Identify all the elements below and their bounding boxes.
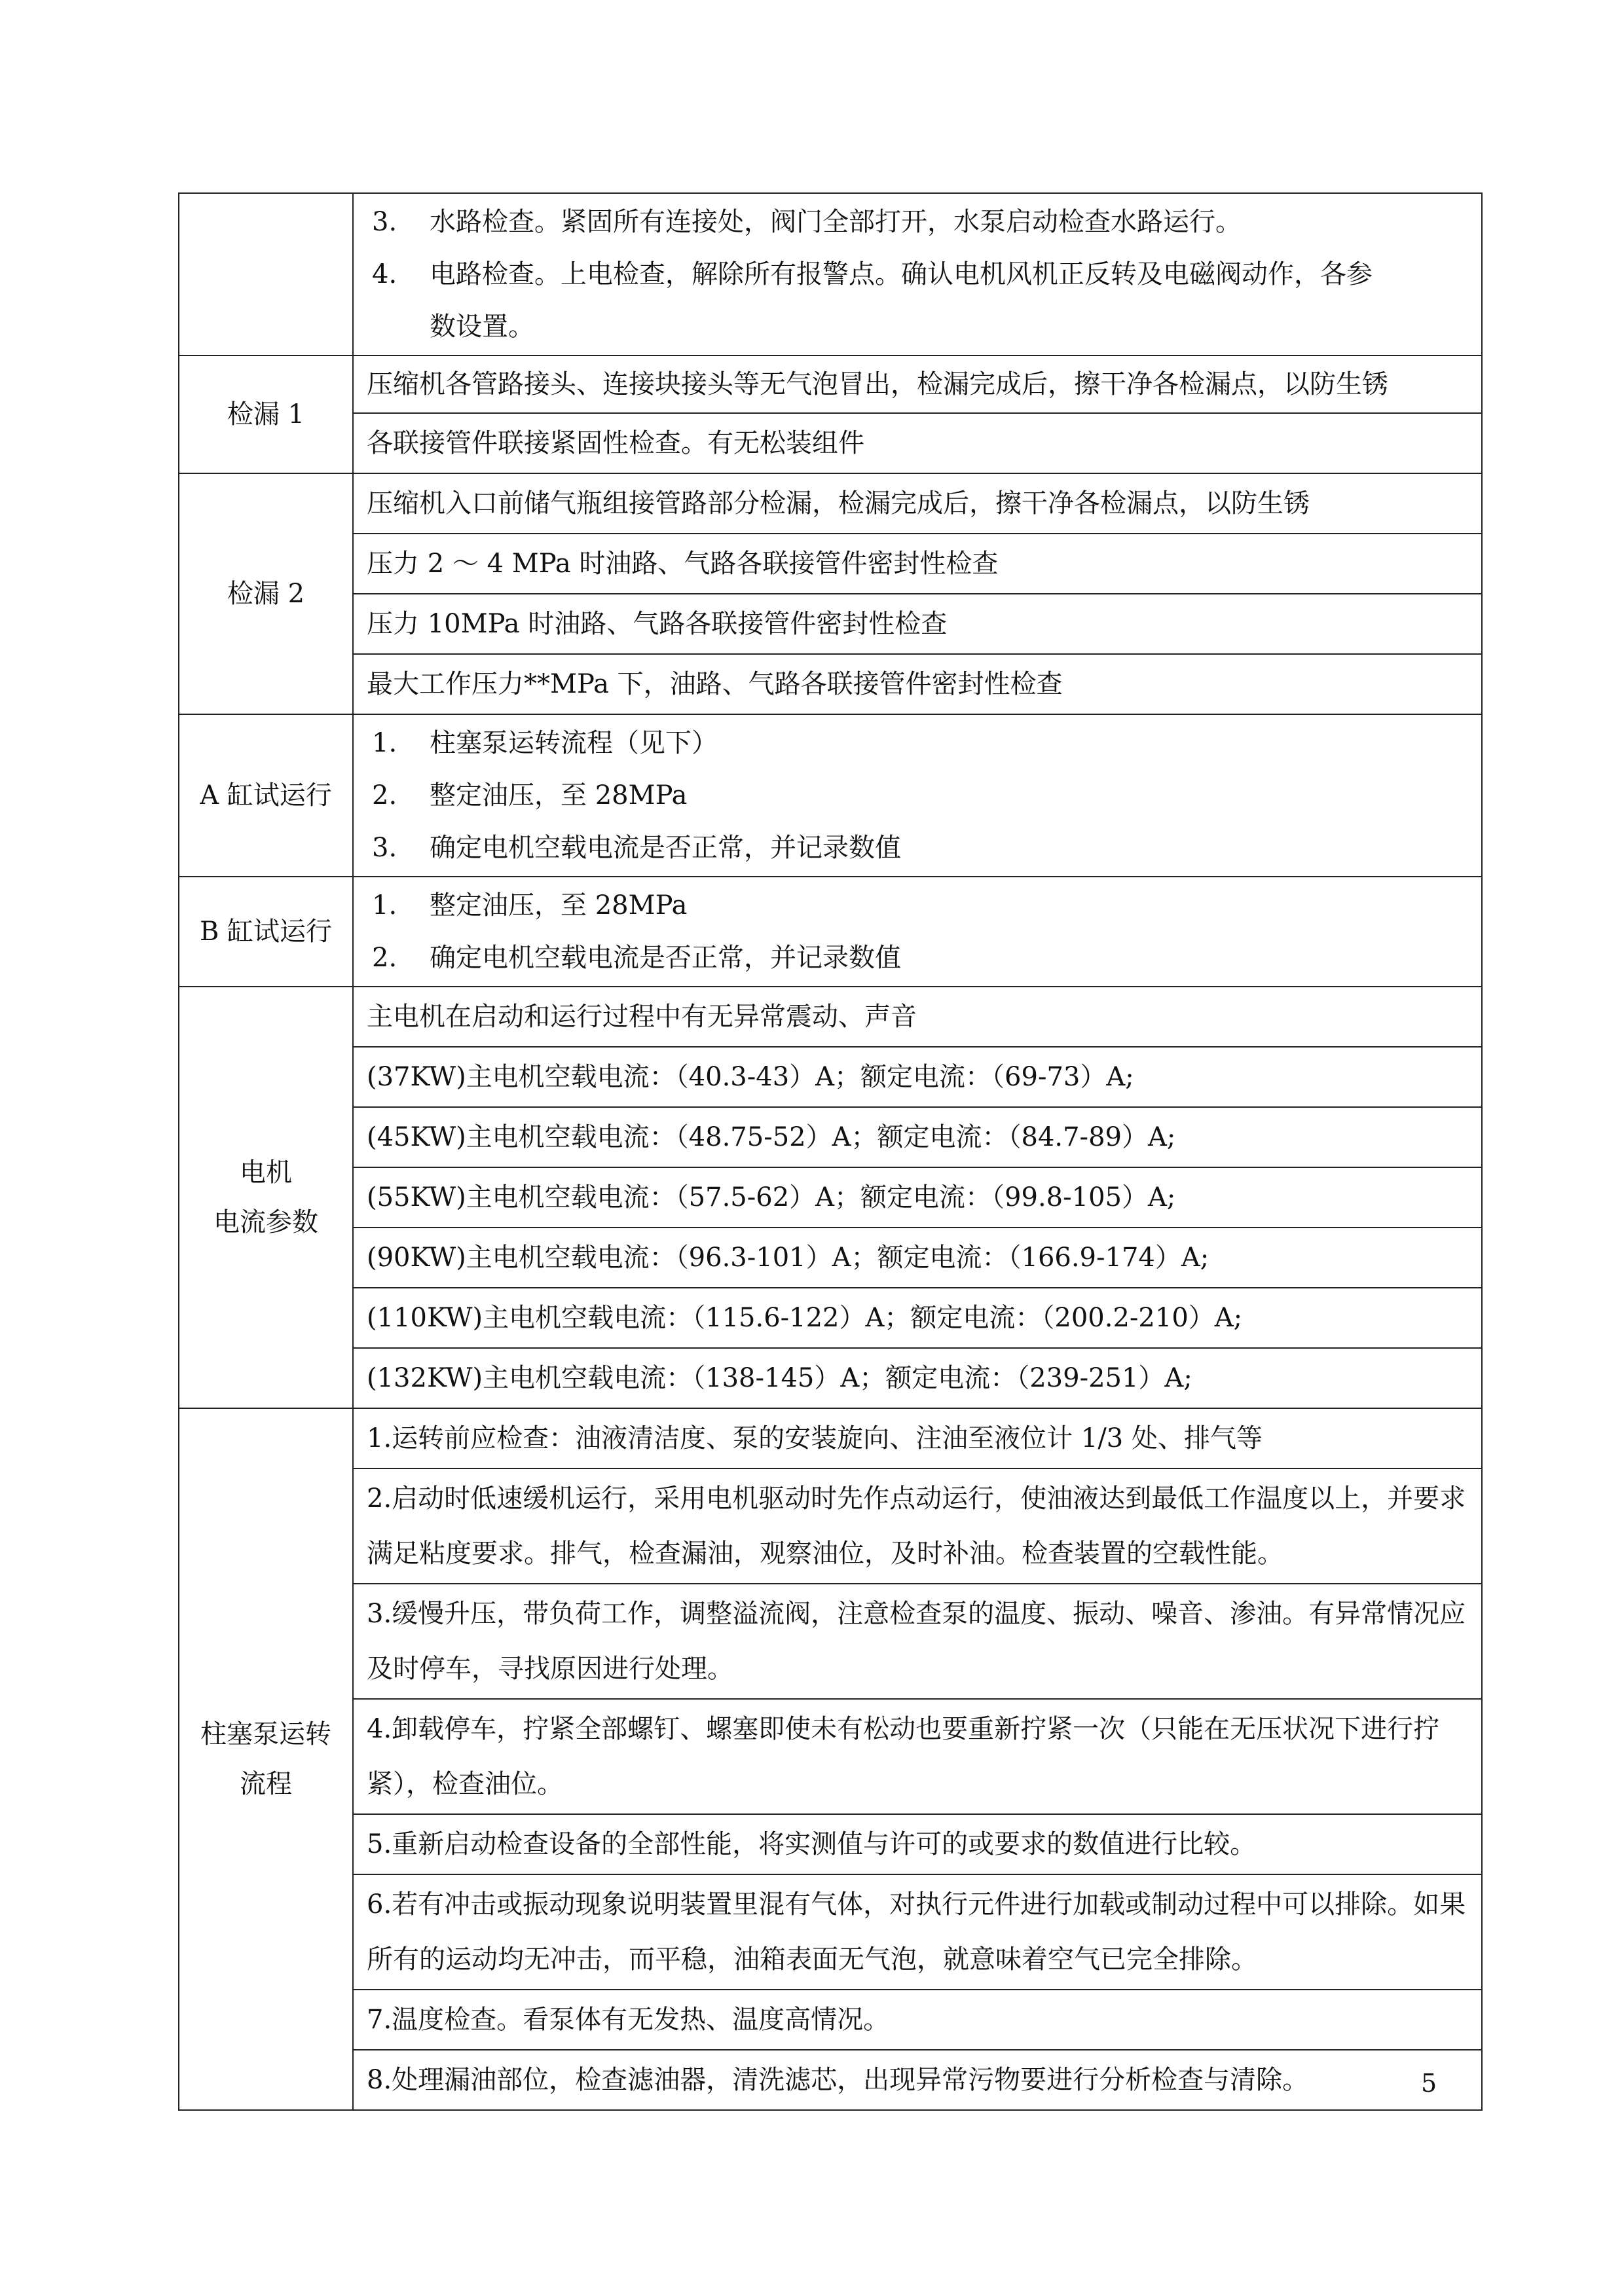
table-cell: (110KW)主电机空载电流：（115.6-122）A；额定电流：（200.2-210）A; xyxy=(353,1288,1482,1348)
table-cell: 7.温度检查。看泵体有无发热、温度高情况。 xyxy=(353,1990,1482,2050)
list-item xyxy=(367,932,1468,984)
section-label-motor xyxy=(179,987,353,1408)
table-row xyxy=(179,1107,1482,1167)
table-row xyxy=(179,2050,1482,2110)
table-row xyxy=(179,355,1482,413)
table-cell: 主电机在启动和运行过程中有无异常震动、声音 xyxy=(353,987,1482,1047)
table-cell: 各联接管件联接紧固性检查。有无松装组件 xyxy=(353,413,1482,473)
item-number: 2. xyxy=(372,780,397,811)
table-row xyxy=(179,413,1482,473)
item-text: 整定油压，至 28MPa xyxy=(430,780,688,811)
item-text: 电路检查。上电检查，解除所有报警点。确认电机风机正反转及电磁阀动作，各参 xyxy=(430,259,1373,289)
table-cell: 压缩机各管路接头、连接块接头等无气泡冒出，检漏完成后，擦干净各检漏点，以防生锈 xyxy=(353,355,1482,413)
item-number: 3. xyxy=(372,833,397,863)
empty-label-cell xyxy=(179,193,353,355)
table-cell: 最大工作压力**MPa 下，油路、气路各联接管件密封性检查 xyxy=(353,654,1482,714)
motor-label-line1: 电机 xyxy=(240,1157,292,1188)
item-text: 柱塞泵运转流程（见下） xyxy=(430,728,718,758)
table-row xyxy=(179,1990,1482,2050)
table-row xyxy=(179,594,1482,654)
table-cell xyxy=(353,877,1482,987)
table-cell: (132KW)主电机空载电流：（138-145）A；额定电流：（239-251）A; xyxy=(353,1348,1482,1408)
item-text-continuation: 数设置。 xyxy=(430,312,534,342)
item-text: 确定电机空载电流是否正常，并记录数值 xyxy=(430,943,901,973)
list-item xyxy=(367,879,1468,932)
table-cell: 3.缓慢升压，带负荷工作，调整溢流阀，注意检查泵的温度、振动、噪音、渗油。有异常情况应及时停车，寻找原因进行处理。 xyxy=(353,1584,1482,1699)
item-number: 2. xyxy=(372,943,397,973)
table-cell: 2.启动时低速缓机运行，采用电机驱动时先作点动运行，使油液达到最低工作温度以上，并要求满足粘度要求。排气，检查漏油，观察油位，及时补油。检查装置的空载性能。 xyxy=(353,1468,1482,1584)
table-cell: 6.若有冲击或振动现象说明装置里混有气体，对执行元件进行加载或制动过程中可以排除。如果所有的运动均无冲击，而平稳，油箱表面无气泡，就意味着空气已完全排除。 xyxy=(353,1874,1482,1990)
pump-label-line1: 柱塞泵运转 xyxy=(200,1719,331,1749)
item-text: 确定电机空载电流是否正常，并记录数值 xyxy=(430,833,901,863)
pump-label-line2: 流程 xyxy=(240,1769,292,1799)
section-label-leak2: 检漏 2 xyxy=(179,473,353,714)
table-cell: 压缩机入口前储气瓶组接管路部分检漏，检漏完成后，擦干净各检漏点，以防生锈 xyxy=(353,473,1482,534)
table-row-continuation xyxy=(179,193,1482,355)
table-row xyxy=(179,534,1482,594)
table-row xyxy=(179,987,1482,1047)
table-cell: 压力 10MPa 时油路、气路各联接管件密封性检查 xyxy=(353,594,1482,654)
table-row xyxy=(179,1288,1482,1348)
table-row xyxy=(179,1874,1482,1990)
table-row xyxy=(179,1348,1482,1408)
table-row xyxy=(179,877,1482,987)
item-text: 水路检查。紧固所有连接处，阀门全部打开，水泵启动检查水路运行。 xyxy=(430,207,1242,237)
table-row xyxy=(179,654,1482,714)
list-item xyxy=(367,248,1468,301)
section-label-cylinder-b: B 缸试运行 xyxy=(179,877,353,987)
page-number: 5 xyxy=(1421,2069,1437,2098)
continuation-cell xyxy=(353,193,1482,355)
table-row xyxy=(179,1468,1482,1584)
item-number: 1. xyxy=(372,728,397,758)
list-item xyxy=(367,769,1468,822)
table-cell: (55KW)主电机空载电流：（57.5-62）A；额定电流：（99.8-105）A; xyxy=(353,1167,1482,1228)
list-item xyxy=(367,717,1468,769)
section-label-leak1: 检漏 1 xyxy=(179,355,353,473)
table-cell: 5.重新启动检查设备的全部性能，将实测值与许可的或要求的数值进行比较。 xyxy=(353,1814,1482,1874)
section-label-cylinder-a: A 缸试运行 xyxy=(179,714,353,877)
table-cell xyxy=(353,714,1482,877)
table-row xyxy=(179,1047,1482,1107)
item-text: 整定油压，至 28MPa xyxy=(430,890,688,920)
motor-label-line2: 电流参数 xyxy=(213,1207,318,1237)
item-number: 3. xyxy=(372,207,397,237)
table-row xyxy=(179,473,1482,534)
table-row xyxy=(179,1408,1482,1468)
table-row xyxy=(179,1228,1482,1288)
table-cell: (90KW)主电机空载电流：（96.3-101）A；额定电流：（166.9-174）A; xyxy=(353,1228,1482,1288)
table-cell: (37KW)主电机空载电流：（40.3-43）A；额定电流：（69-73）A; xyxy=(353,1047,1482,1107)
table-row xyxy=(179,1167,1482,1228)
table-cell: 8.处理漏油部位，检查滤油器，清洗滤芯，出现异常污物要进行分析检查与清除。 xyxy=(353,2050,1482,2110)
item-number: 4. xyxy=(372,259,397,289)
section-label-pump xyxy=(179,1408,353,2110)
table-cell: 压力 2 ～ 4 MPa 时油路、气路各联接管件密封性检查 xyxy=(353,534,1482,594)
table-row xyxy=(179,1699,1482,1814)
table-row xyxy=(179,1584,1482,1699)
table-row xyxy=(179,1814,1482,1874)
table-cell: 4.卸载停车，拧紧全部螺钉、螺塞即使未有松动也要重新拧紧一次（只能在无压状况下进行拧紧），检查油位。 xyxy=(353,1699,1482,1814)
list-item xyxy=(367,196,1468,248)
procedure-table xyxy=(178,192,1483,2111)
table-cell: (45KW)主电机空载电流：（48.75-52）A；额定电流：（84.7-89）A; xyxy=(353,1107,1482,1167)
item-number: 1. xyxy=(372,890,397,920)
list-item xyxy=(367,822,1468,874)
table-row xyxy=(179,714,1482,877)
table-cell: 1.运转前应检查：油液清洁度、泵的安装旋向、注油至液位计 1/3 处、排气等 xyxy=(353,1408,1482,1468)
